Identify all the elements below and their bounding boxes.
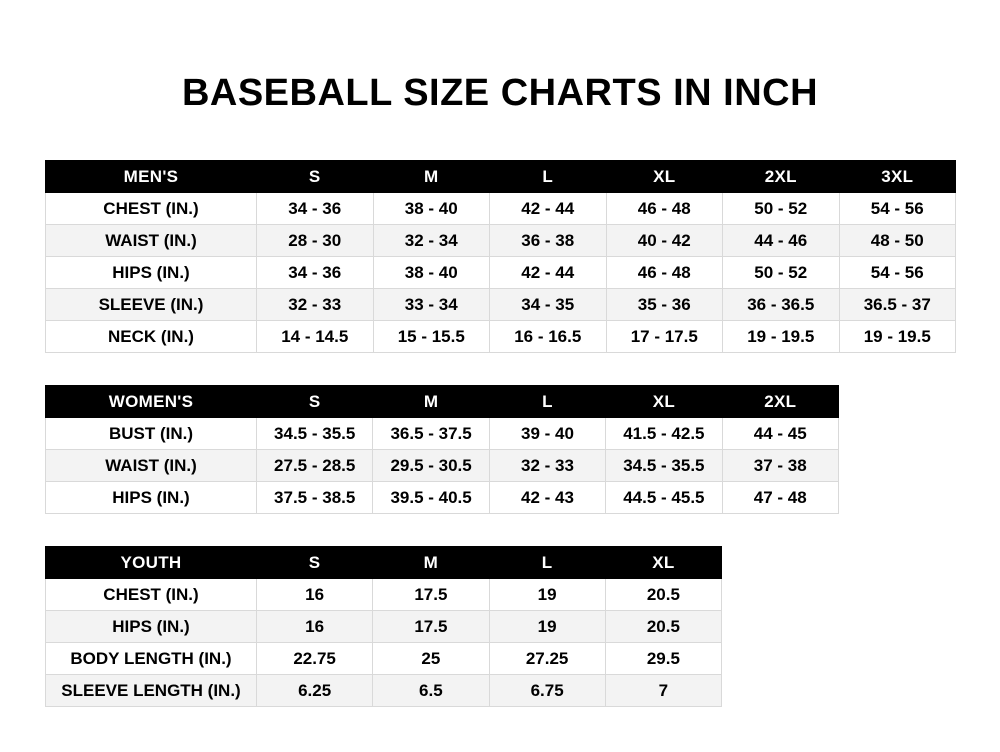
table-cell: 40 - 42	[606, 225, 723, 257]
table-cell: 27.5 - 28.5	[257, 450, 373, 482]
page-title: BASEBALL SIZE CHARTS IN INCH	[181, 72, 819, 114]
table-cell: 15 - 15.5	[373, 321, 490, 353]
table-cell: 50 - 52	[723, 257, 840, 289]
column-header: S	[257, 386, 373, 418]
table-cell: 17 - 17.5	[606, 321, 723, 353]
table-row	[46, 643, 722, 675]
table-cell: 54 - 56	[839, 257, 956, 289]
table-cell: 19	[489, 611, 605, 643]
table-cell: 44 - 45	[722, 418, 838, 450]
table-cell: 36.5 - 37.5	[373, 418, 489, 450]
column-header: XL	[606, 161, 723, 193]
womens-size-table	[45, 385, 839, 514]
table-row	[46, 611, 722, 643]
column-header: MEN'S	[46, 161, 257, 193]
column-header: 3XL	[839, 161, 956, 193]
column-header: XL	[606, 386, 722, 418]
table-cell: 36 - 36.5	[723, 289, 840, 321]
table-cell: 34 - 36	[257, 257, 374, 289]
column-header: YOUTH	[46, 547, 257, 579]
table-cell: 6.75	[489, 675, 605, 707]
column-header: S	[257, 161, 374, 193]
table-cell: 48 - 50	[839, 225, 956, 257]
column-header: M	[373, 386, 489, 418]
table-header-row	[46, 161, 956, 193]
mens-size-table	[45, 160, 956, 353]
table-row	[46, 321, 956, 353]
row-label: HIPS (IN.)	[46, 257, 257, 289]
youth-size-table-container	[45, 546, 721, 707]
table-cell: 32 - 34	[373, 225, 490, 257]
table-cell: 39 - 40	[489, 418, 605, 450]
table-cell: 44 - 46	[723, 225, 840, 257]
table-cell: 27.25	[489, 643, 605, 675]
table-header-row	[46, 547, 722, 579]
table-cell: 29.5 - 30.5	[373, 450, 489, 482]
table-cell: 38 - 40	[373, 257, 490, 289]
row-label: HIPS (IN.)	[46, 482, 257, 514]
table-row	[46, 482, 839, 514]
table-cell: 34.5 - 35.5	[257, 418, 373, 450]
row-label: CHEST (IN.)	[46, 579, 257, 611]
table-cell: 19 - 19.5	[839, 321, 956, 353]
table-cell: 34.5 - 35.5	[606, 450, 722, 482]
youth-size-table	[45, 546, 722, 707]
table-row	[46, 450, 839, 482]
table-cell: 37.5 - 38.5	[257, 482, 373, 514]
table-cell: 37 - 38	[722, 450, 838, 482]
table-row	[46, 579, 722, 611]
womens-size-table-container	[45, 385, 838, 514]
row-label: SLEEVE (IN.)	[46, 289, 257, 321]
row-label: CHEST (IN.)	[46, 193, 257, 225]
mens-size-table-container	[45, 160, 955, 353]
table-cell: 29.5	[605, 643, 721, 675]
table-cell: 34 - 36	[257, 193, 374, 225]
column-header: M	[373, 161, 490, 193]
table-row	[46, 675, 722, 707]
table-cell: 47 - 48	[722, 482, 838, 514]
table-cell: 22.75	[257, 643, 373, 675]
table-cell: 14 - 14.5	[257, 321, 374, 353]
table-cell: 42 - 44	[490, 193, 607, 225]
column-header: L	[489, 386, 605, 418]
table-cell: 6.5	[373, 675, 489, 707]
table-cell: 6.25	[257, 675, 373, 707]
table-cell: 54 - 56	[839, 193, 956, 225]
column-header: XL	[605, 547, 721, 579]
table-cell: 20.5	[605, 611, 721, 643]
table-cell: 42 - 44	[490, 257, 607, 289]
table-cell: 32 - 33	[257, 289, 374, 321]
table-cell: 20.5	[605, 579, 721, 611]
table-row	[46, 193, 956, 225]
table-cell: 36 - 38	[490, 225, 607, 257]
table-cell: 46 - 48	[606, 257, 723, 289]
row-label: WAIST (IN.)	[46, 225, 257, 257]
table-cell: 17.5	[373, 579, 489, 611]
table-cell: 33 - 34	[373, 289, 490, 321]
row-label: NECK (IN.)	[46, 321, 257, 353]
table-cell: 39.5 - 40.5	[373, 482, 489, 514]
table-cell: 36.5 - 37	[839, 289, 956, 321]
table-cell: 42 - 43	[489, 482, 605, 514]
table-cell: 7	[605, 675, 721, 707]
column-header: 2XL	[723, 161, 840, 193]
table-cell: 25	[373, 643, 489, 675]
table-row	[46, 225, 956, 257]
table-cell: 19 - 19.5	[723, 321, 840, 353]
table-row	[46, 289, 956, 321]
table-cell: 32 - 33	[489, 450, 605, 482]
row-label: BUST (IN.)	[46, 418, 257, 450]
table-cell: 44.5 - 45.5	[606, 482, 722, 514]
column-header: WOMEN'S	[46, 386, 257, 418]
table-cell: 34 - 35	[490, 289, 607, 321]
table-cell: 35 - 36	[606, 289, 723, 321]
table-row	[46, 257, 956, 289]
table-cell: 17.5	[373, 611, 489, 643]
table-header-row	[46, 386, 839, 418]
row-label: BODY LENGTH (IN.)	[46, 643, 257, 675]
row-label: WAIST (IN.)	[46, 450, 257, 482]
table-cell: 41.5 - 42.5	[606, 418, 722, 450]
column-header: S	[257, 547, 373, 579]
row-label: HIPS (IN.)	[46, 611, 257, 643]
table-cell: 16 - 16.5	[490, 321, 607, 353]
table-row	[46, 418, 839, 450]
row-label: SLEEVE LENGTH (IN.)	[46, 675, 257, 707]
column-header: L	[490, 161, 607, 193]
column-header: M	[373, 547, 489, 579]
table-cell: 28 - 30	[257, 225, 374, 257]
table-cell: 16	[257, 579, 373, 611]
table-cell: 46 - 48	[606, 193, 723, 225]
column-header: 2XL	[722, 386, 838, 418]
table-cell: 38 - 40	[373, 193, 490, 225]
table-cell: 16	[257, 611, 373, 643]
table-cell: 19	[489, 579, 605, 611]
table-cell: 50 - 52	[723, 193, 840, 225]
column-header: L	[489, 547, 605, 579]
